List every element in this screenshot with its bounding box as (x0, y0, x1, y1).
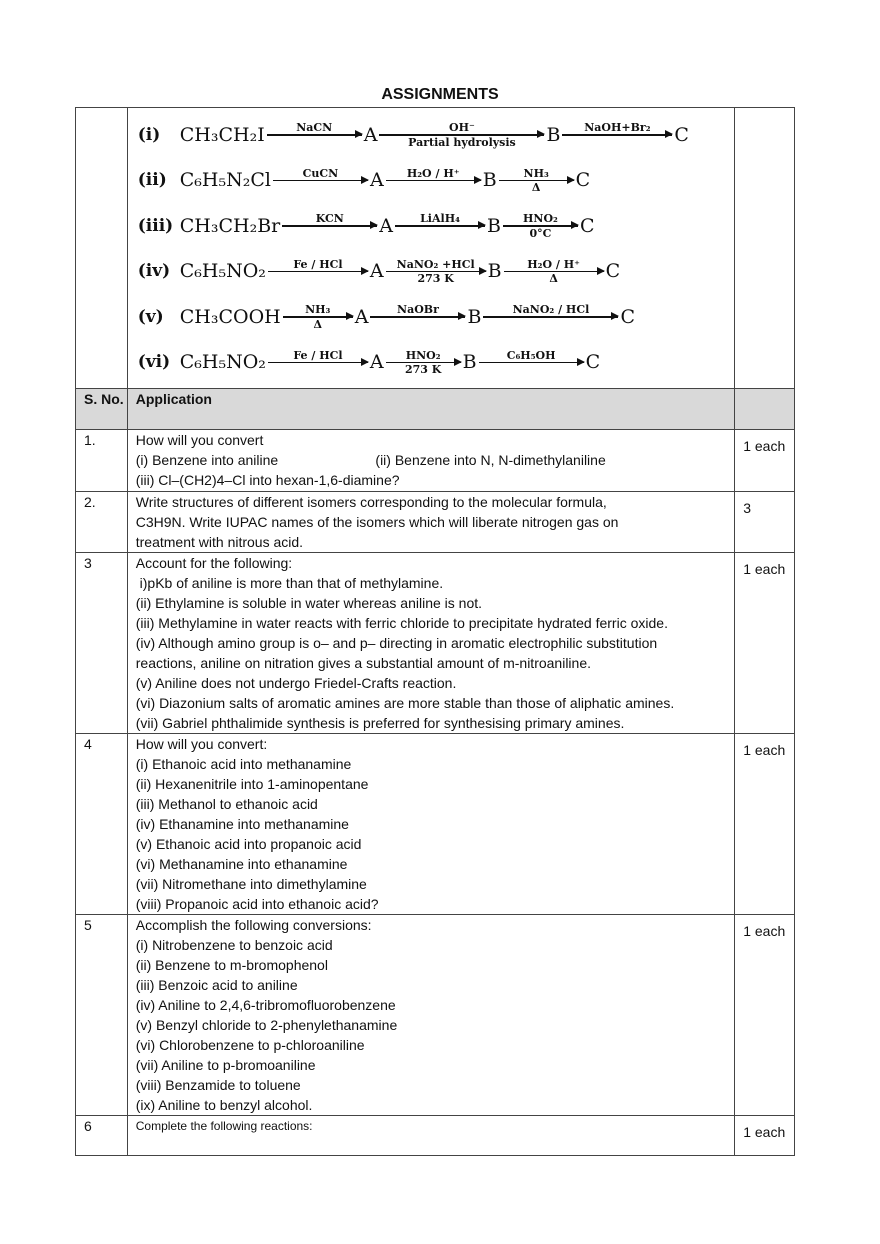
question-line: i)pKb of aniline is more than that of methylamine. (135, 575, 444, 591)
question-number: 4 (76, 734, 128, 915)
reagent-above: NH₃ (305, 303, 331, 316)
product: A (363, 123, 378, 146)
reaction-label: (i) (137, 124, 161, 145)
reaction (138, 203, 734, 249)
product: B (546, 123, 561, 146)
reaction-arrow (479, 349, 584, 377)
page-title: ASSIGNMENTS (381, 86, 499, 103)
arrow-line (268, 271, 368, 273)
reagent-above: HNO₂ (523, 212, 558, 225)
question-line: (ii) Benzene to m-bromophenol (135, 957, 328, 973)
reagent-above: Fe / HCl (293, 348, 343, 362)
reaction-arrow (268, 258, 368, 286)
question-text (127, 915, 734, 1116)
product: B (482, 169, 497, 192)
arrow-line (504, 271, 604, 273)
question-text (127, 492, 734, 553)
reaction-arrow (386, 349, 461, 377)
question-line: (viii) Propanoic acid into ethanoic acid? (135, 896, 379, 912)
reactant: CH₃COOH (179, 305, 281, 328)
question-line: (vi) Methanamine into ethanamine (135, 856, 348, 872)
reagent-above: LiAlH₄ (420, 212, 460, 225)
question-number: 3 (76, 553, 128, 734)
question-line: (vii) Aniline to p-bromoaniline (135, 1057, 316, 1073)
arrow-line (283, 316, 353, 318)
reactant: C₆H₅NO₂ (179, 351, 266, 374)
arrow-line (268, 362, 368, 364)
reagent-above: KCN (315, 212, 344, 225)
arrow-line (386, 180, 481, 182)
reagent-above: H₂O / H⁺ (527, 257, 580, 271)
question-text (127, 430, 734, 492)
reaction (138, 340, 734, 386)
reaction-label: (iii) (137, 215, 174, 236)
question-line: (v) Ethanoic acid into propanoic acid (135, 836, 362, 852)
question-line: How will you convert: (135, 736, 268, 752)
reaction-arrow (282, 212, 377, 240)
arrow-line (282, 225, 377, 227)
question-number: 6 (76, 1116, 128, 1156)
question-line: (i) Benzene into aniline (ii) Benzene into N, N-dimethylaniline (135, 452, 606, 468)
arrow-line (483, 316, 618, 318)
product: A (369, 169, 384, 192)
question-line: (vi) Diazonium salts of aromatic amines are more stable than those of aliphatic amines. (135, 695, 675, 711)
reaction-arrow (283, 303, 353, 331)
table-row (76, 430, 795, 492)
header-marks (735, 389, 795, 430)
header-application: Application (127, 389, 734, 430)
question-line: (ii) Ethylamine is soluble in water whereas aniline is not. (135, 595, 483, 611)
reagent-above: CuCN (302, 166, 339, 180)
question-line: (ii) Hexanenitrile into 1-aminopentane (135, 776, 369, 792)
reaction (138, 249, 734, 295)
table-row (76, 553, 795, 734)
question-text (127, 553, 734, 734)
reactant: C₆H₅NO₂ (179, 260, 266, 283)
reaction-arrow (370, 303, 465, 331)
arrow-line (503, 225, 578, 227)
marks: 1 each (735, 430, 795, 492)
table-row (76, 915, 795, 1116)
arrow-line (267, 134, 362, 136)
question-number: 2. (76, 492, 128, 553)
arrow-line (562, 134, 672, 136)
arrow-line (379, 134, 544, 136)
condition-below: Δ (531, 181, 541, 194)
product: C (674, 123, 689, 146)
reagent-above: Fe / HCl (293, 257, 343, 271)
reaction (138, 112, 734, 158)
reagent-above: HNO₂ (405, 348, 441, 362)
condition-below: Δ (549, 272, 558, 285)
reaction-arrow (386, 167, 481, 195)
table-row (76, 492, 795, 553)
reaction-arrow (503, 212, 578, 240)
product: A (369, 351, 384, 374)
product: B (467, 305, 482, 328)
reaction-scheme (127, 108, 734, 389)
condition-below: 0°C (529, 226, 552, 240)
reaction-label: (iv) (137, 261, 171, 282)
arrow-line (386, 362, 461, 364)
condition-below: Partial hydrolysis (408, 135, 516, 149)
marks: 1 each (735, 553, 795, 734)
reaction-arrow (379, 121, 544, 149)
arrow-line (479, 362, 584, 364)
question-line: (i) Ethanoic acid into methanamine (135, 756, 352, 772)
reactant: C₆H₅N₂Cl (179, 169, 271, 192)
question-line: reactions, aniline on nitration gives a substantial amount of m-nitroaniline. (135, 655, 592, 671)
question-line: (vi) Chlorobenzene to p-chloroaniline (135, 1037, 365, 1053)
table-row (76, 734, 795, 915)
table-row (76, 1116, 795, 1156)
question-text (127, 734, 734, 915)
reaction (138, 294, 734, 340)
reagent-above: H₂O / H⁺ (406, 166, 460, 180)
reaction-arrow (562, 121, 672, 149)
question-number: 1. (76, 430, 128, 492)
marks: 1 each (735, 1116, 795, 1156)
product: C (575, 169, 591, 192)
product: B (462, 351, 477, 374)
question-line: (iii) Cl–(CH2)4–Cl into hexan-1,6-diamine? (135, 472, 400, 488)
question-line: (iii) Methylamine in water reacts with ferric chloride to precipitate hydrated ferric oxide. (135, 615, 668, 631)
question-line: How will you convert (135, 432, 264, 448)
product: A (369, 260, 384, 283)
reaction-arrow (267, 121, 362, 149)
arrow-line (499, 180, 574, 182)
reaction-label: (vi) (137, 352, 171, 373)
question-line: (vii) Nitromethane into dimethylamine (135, 876, 367, 892)
arrow-line (370, 316, 465, 318)
question-line: (i) Nitrobenzene to benzoic acid (135, 937, 333, 953)
question-line: (iv) Aniline to 2,4,6-tribromofluorobenzene (135, 997, 396, 1013)
question-line: treatment with nitrous acid. (135, 534, 304, 550)
reaction-arrow (268, 349, 368, 377)
reaction-arrow (483, 303, 618, 331)
question-line: (v) Aniline does not undergo Friedel-Crafts reaction. (135, 675, 457, 691)
question-text (127, 1116, 734, 1156)
arrow-line (386, 271, 486, 273)
reaction-arrow (386, 258, 486, 286)
question-line: Accomplish the following conversions: (135, 917, 372, 933)
question-line: Write structures of different isomers corresponding to the molecular formula, (135, 494, 607, 510)
product: C (605, 260, 621, 283)
reagent-above: OH⁻ (449, 121, 475, 134)
product: B (486, 214, 501, 237)
question-line: C3H9N. Write IUPAC names of the isomers which will liberate nitrogen gas on (135, 514, 619, 530)
question-line: (iii) Benzoic acid to aniline (135, 977, 298, 993)
table-header (76, 389, 795, 430)
question-line: Account for the following: (135, 555, 293, 571)
marks: 1 each (735, 915, 795, 1116)
question-line: (ix) Aniline to benzyl alcohol. (135, 1097, 313, 1113)
reaction-label: (ii) (137, 170, 167, 191)
reaction-arrow (273, 167, 368, 195)
marks: 3 (735, 492, 795, 553)
question-line: (vii) Gabriel phthalimide synthesis is preferred for synthesising primary amines. (135, 715, 625, 731)
reagent-above: C₆H₅OH (506, 348, 556, 362)
reagent-above: NaOH+Br₂ (584, 121, 651, 134)
reagent-above: NaCN (296, 121, 333, 134)
reagent-above: NaOBr (397, 303, 439, 316)
question-line: (iv) Ethanamine into methanamine (135, 816, 349, 832)
condition-below: 273 K (404, 363, 442, 376)
product: A (354, 305, 369, 328)
marks: 1 each (735, 734, 795, 915)
reaction-label: (v) (137, 306, 164, 327)
question-line: (v) Benzyl chloride to 2-phenylethanamine (135, 1017, 398, 1033)
product: C (620, 305, 635, 328)
question-line: (iv) Although amino group is o– and p– directing in aromatic electrophilic substitution (135, 635, 658, 651)
product: A (379, 214, 393, 237)
reaction (138, 158, 734, 204)
reaction-arrow (504, 258, 604, 286)
question-line: (viii) Benzamide to toluene (135, 1077, 301, 1093)
condition-below: 273 K (417, 272, 454, 285)
reaction-arrow (499, 167, 574, 195)
reagent-above: NH₃ (523, 166, 549, 180)
question-line: Complete the following reactions: (135, 1119, 313, 1133)
product: C (579, 214, 595, 237)
product: B (487, 260, 502, 283)
product: C (585, 351, 601, 374)
reagent-above: NaNO₂ / HCl (512, 303, 590, 316)
reactions-row (76, 108, 795, 389)
arrow-line (395, 225, 485, 227)
question-line: (iii) Methanol to ethanoic acid (135, 796, 318, 812)
assignment-table (75, 107, 795, 1156)
reactant: CH₃CH₂Br (179, 214, 281, 237)
reactant: CH₃CH₂I (179, 123, 265, 146)
question-number: 5 (76, 915, 128, 1116)
header-sno: S. No. (76, 389, 128, 430)
reaction-arrow (395, 212, 485, 240)
reagent-above: NaNO₂ +HCl (396, 257, 475, 271)
arrow-line (273, 180, 368, 182)
condition-below: Δ (313, 317, 322, 331)
